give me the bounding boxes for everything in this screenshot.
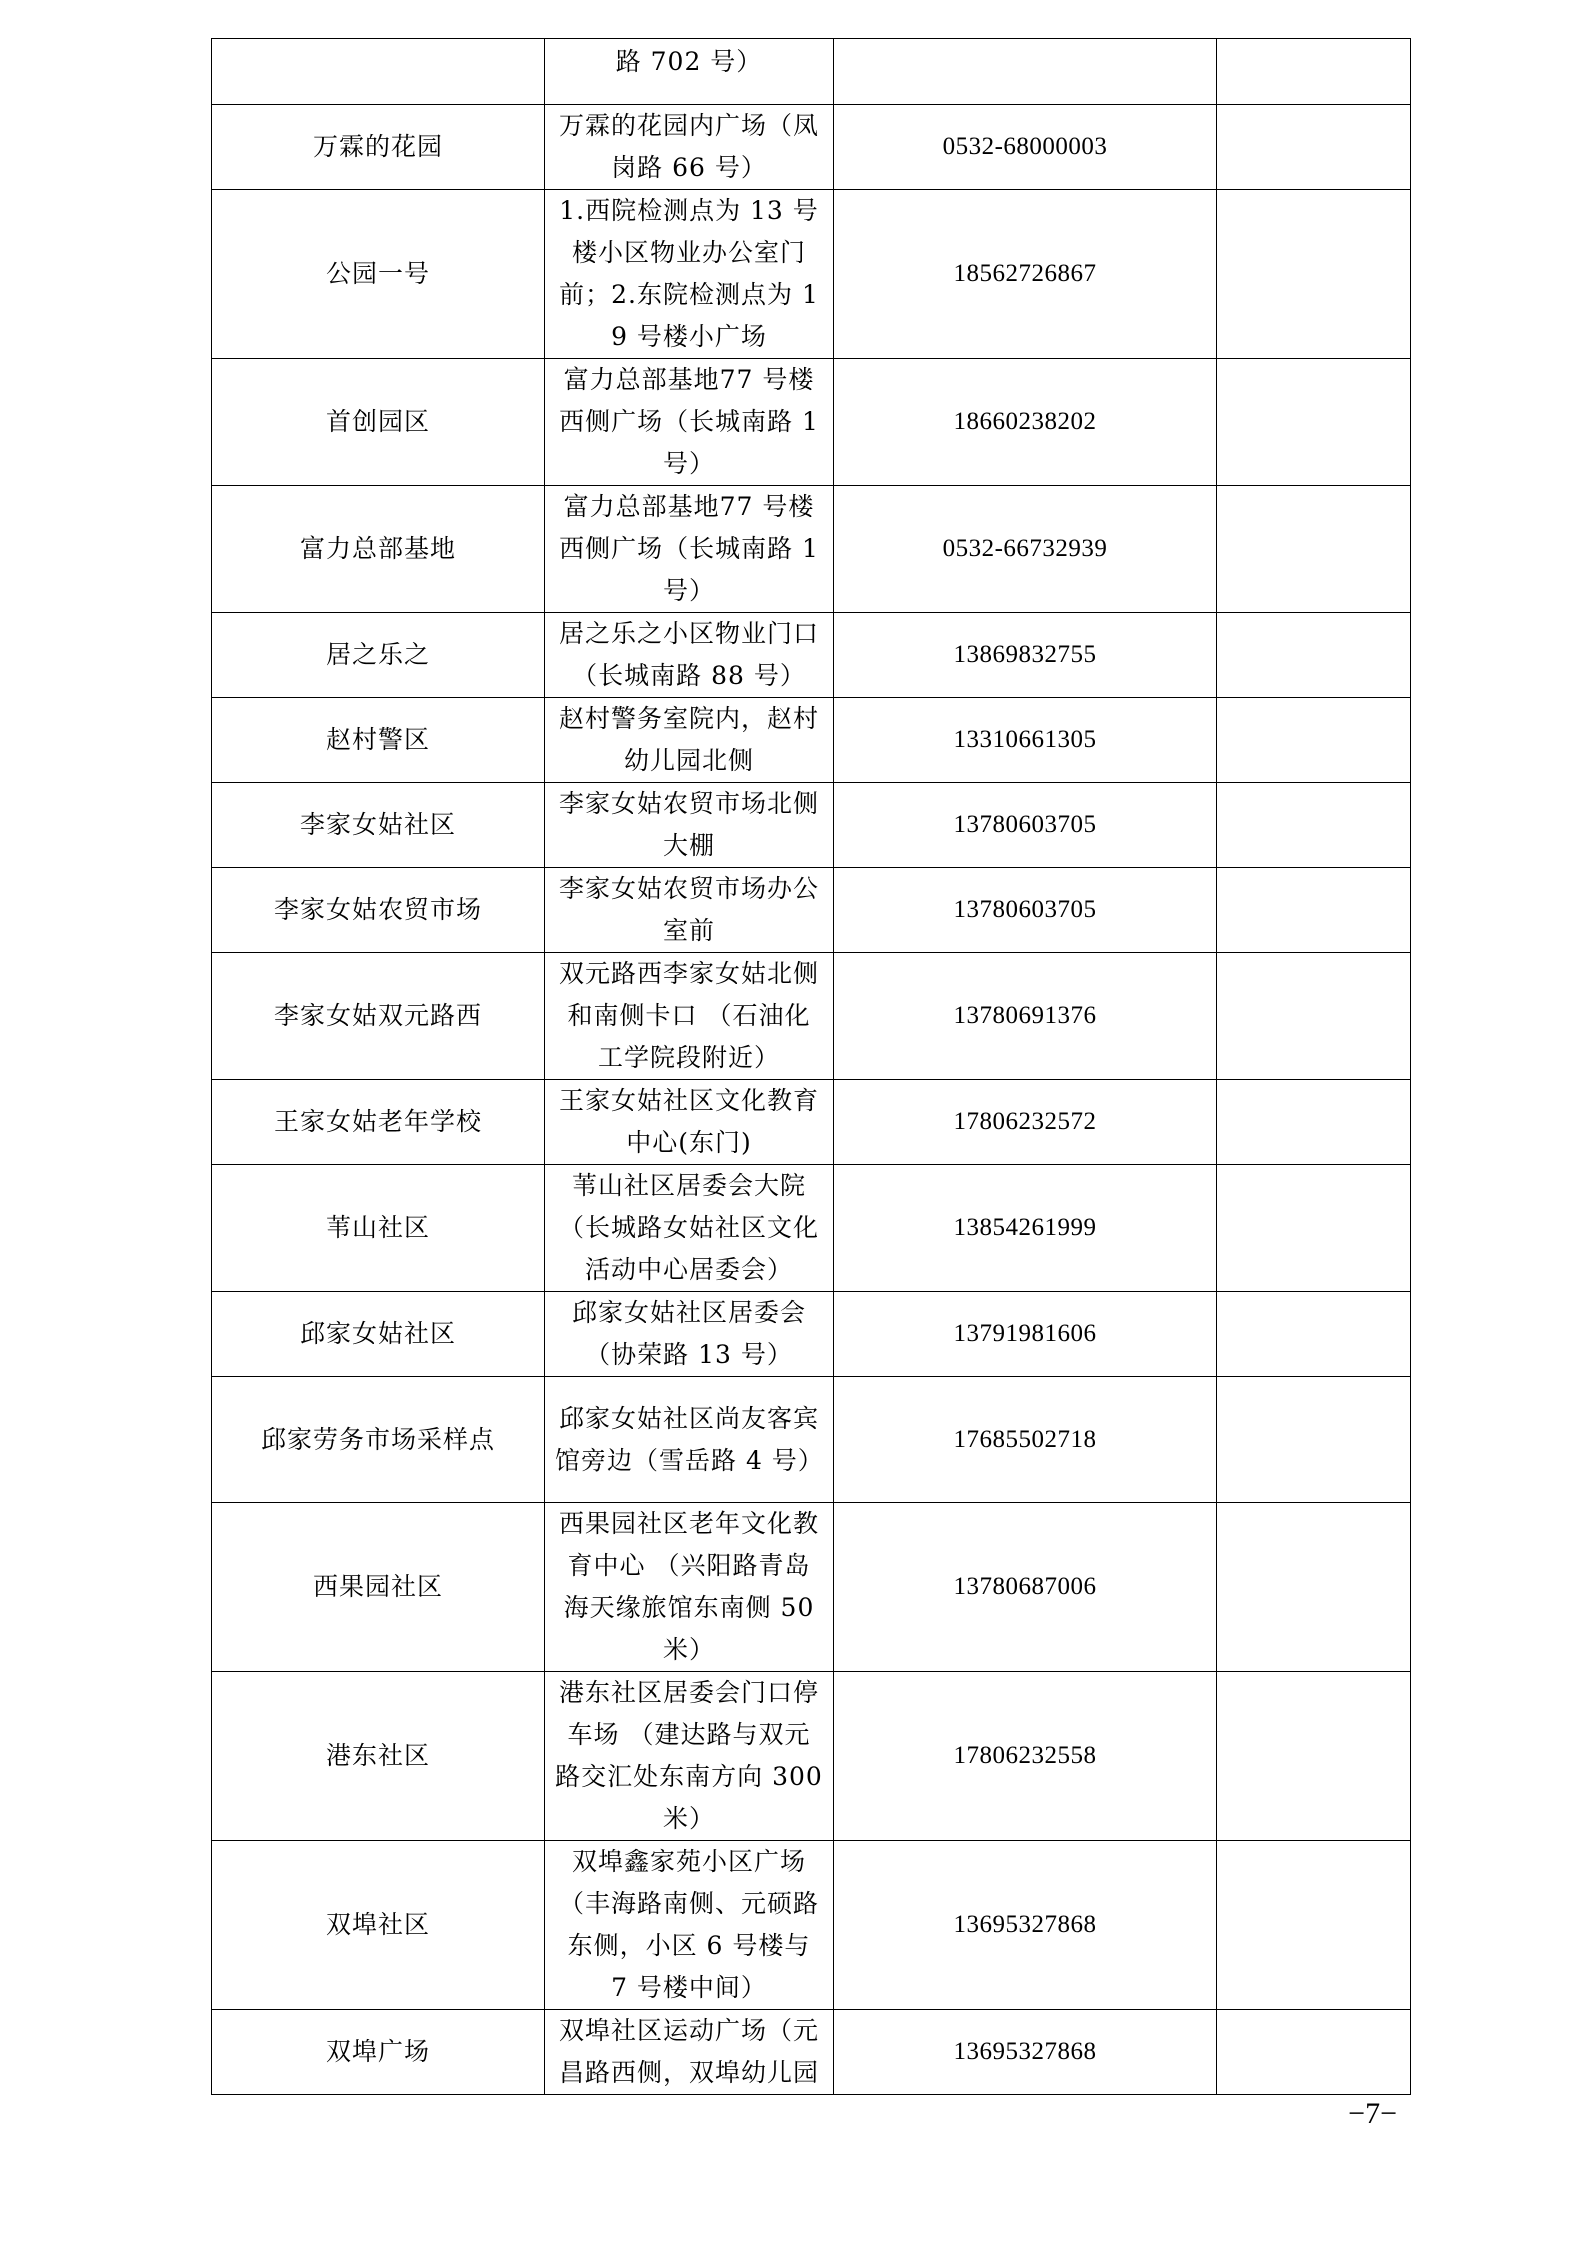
site-name: 双埠广场 — [212, 2010, 545, 2095]
table-body — [212, 39, 1411, 2095]
table-row — [212, 868, 1411, 953]
table-row — [212, 1292, 1411, 1377]
site-address: 邱家女姑社区尚友客宾馆旁边（雪岳路 4 号） — [545, 1377, 834, 1503]
table-row — [212, 1672, 1411, 1841]
site-phone: 13310661305 — [834, 698, 1217, 783]
site-phone: 0532-68000003 — [834, 105, 1217, 190]
site-note — [1217, 1080, 1411, 1165]
site-note — [1217, 1672, 1411, 1841]
site-address: 万霖的花园内广场（凤岗路 66 号） — [545, 105, 834, 190]
site-phone: 13780603705 — [834, 868, 1217, 953]
site-name: 李家女姑农贸市场 — [212, 868, 545, 953]
site-phone: 17806232572 — [834, 1080, 1217, 1165]
site-address: 路 702 号） — [545, 39, 834, 105]
site-note — [1217, 1292, 1411, 1377]
site-address: 邱家女姑社区居委会（协荣路 13 号） — [545, 1292, 834, 1377]
site-name: 港东社区 — [212, 1672, 545, 1841]
site-phone: 17685502718 — [834, 1377, 1217, 1503]
table-row — [212, 953, 1411, 1080]
site-name: 赵村警区 — [212, 698, 545, 783]
site-phone: 18660238202 — [834, 359, 1217, 486]
table-row — [212, 2010, 1411, 2095]
site-name — [212, 39, 545, 105]
table-row — [212, 105, 1411, 190]
testing-sites-table — [211, 38, 1411, 2095]
table-row — [212, 783, 1411, 868]
site-note — [1217, 190, 1411, 359]
site-name: 李家女姑双元路西 — [212, 953, 545, 1080]
site-note — [1217, 1165, 1411, 1292]
site-phone: 13854261999 — [834, 1165, 1217, 1292]
table-row — [212, 613, 1411, 698]
site-phone: 13869832755 — [834, 613, 1217, 698]
site-address: 双埠鑫家苑小区广场（丰海路南侧、元硕路东侧，小区 6 号楼与 7 号楼中间） — [545, 1841, 834, 2010]
site-address: 居之乐之小区物业门口（长城南路 88 号） — [545, 613, 834, 698]
site-phone: 17806232558 — [834, 1672, 1217, 1841]
site-name: 双埠社区 — [212, 1841, 545, 2010]
table-row — [212, 39, 1411, 105]
site-note — [1217, 1503, 1411, 1672]
table-row — [212, 1165, 1411, 1292]
site-note — [1217, 359, 1411, 486]
site-phone: 13780691376 — [834, 953, 1217, 1080]
site-address: 1.西院检测点为 13 号楼小区物业办公室门前；2.东院检测点为 19 号楼小广场 — [545, 190, 834, 359]
table-row — [212, 1080, 1411, 1165]
site-phone: 13791981606 — [834, 1292, 1217, 1377]
site-address: 富力总部基地77 号楼西侧广场（长城南路 1 号） — [545, 486, 834, 613]
site-note — [1217, 1841, 1411, 2010]
page-number: −7− — [1348, 2097, 1397, 2130]
site-name: 富力总部基地 — [212, 486, 545, 613]
site-address: 港东社区居委会门口停车场 （建达路与双元路交汇处东南方向 300 米） — [545, 1672, 834, 1841]
site-address: 赵村警务室院内，赵村幼儿园北侧 — [545, 698, 834, 783]
site-phone: 13780687006 — [834, 1503, 1217, 1672]
site-note — [1217, 783, 1411, 868]
site-phone: 18562726867 — [834, 190, 1217, 359]
site-name: 苇山社区 — [212, 1165, 545, 1292]
site-name: 王家女姑老年学校 — [212, 1080, 545, 1165]
site-name: 万霖的花园 — [212, 105, 545, 190]
site-note — [1217, 698, 1411, 783]
site-phone: 13695327868 — [834, 1841, 1217, 2010]
site-address: 李家女姑农贸市场办公室前 — [545, 868, 834, 953]
table-row — [212, 1841, 1411, 2010]
site-address: 双元路西李家女姑北侧和南侧卡口 （石油化工学院段附近） — [545, 953, 834, 1080]
site-address: 双埠社区运动广场（元昌路西侧，双埠幼儿园 — [545, 2010, 834, 2095]
site-name: 公园一号 — [212, 190, 545, 359]
site-address: 苇山社区居委会大院（长城路女姑社区文化活动中心居委会） — [545, 1165, 834, 1292]
site-note — [1217, 2010, 1411, 2095]
site-address: 王家女姑社区文化教育中心(东门) — [545, 1080, 834, 1165]
site-note — [1217, 39, 1411, 105]
table-row — [212, 1503, 1411, 1672]
site-address: 李家女姑农贸市场北侧大棚 — [545, 783, 834, 868]
table-row — [212, 698, 1411, 783]
site-address: 西果园社区老年文化教育中心 （兴阳路青岛海天缘旅馆东南侧 50 米） — [545, 1503, 834, 1672]
site-note — [1217, 868, 1411, 953]
site-name: 西果园社区 — [212, 1503, 545, 1672]
site-note — [1217, 105, 1411, 190]
site-name: 邱家女姑社区 — [212, 1292, 545, 1377]
site-note — [1217, 613, 1411, 698]
table-row — [212, 486, 1411, 613]
site-note — [1217, 953, 1411, 1080]
table-row — [212, 190, 1411, 359]
site-name: 首创园区 — [212, 359, 545, 486]
table-row — [212, 1377, 1411, 1503]
site-name: 李家女姑社区 — [212, 783, 545, 868]
site-name: 邱家劳务市场采样点 — [212, 1377, 545, 1503]
site-phone: 13695327868 — [834, 2010, 1217, 2095]
site-note — [1217, 1377, 1411, 1503]
site-note — [1217, 486, 1411, 613]
site-phone: 0532-66732939 — [834, 486, 1217, 613]
site-name: 居之乐之 — [212, 613, 545, 698]
site-phone: 13780603705 — [834, 783, 1217, 868]
table-row — [212, 359, 1411, 486]
site-address: 富力总部基地77 号楼西侧广场（长城南路 1 号） — [545, 359, 834, 486]
site-phone — [834, 39, 1217, 105]
